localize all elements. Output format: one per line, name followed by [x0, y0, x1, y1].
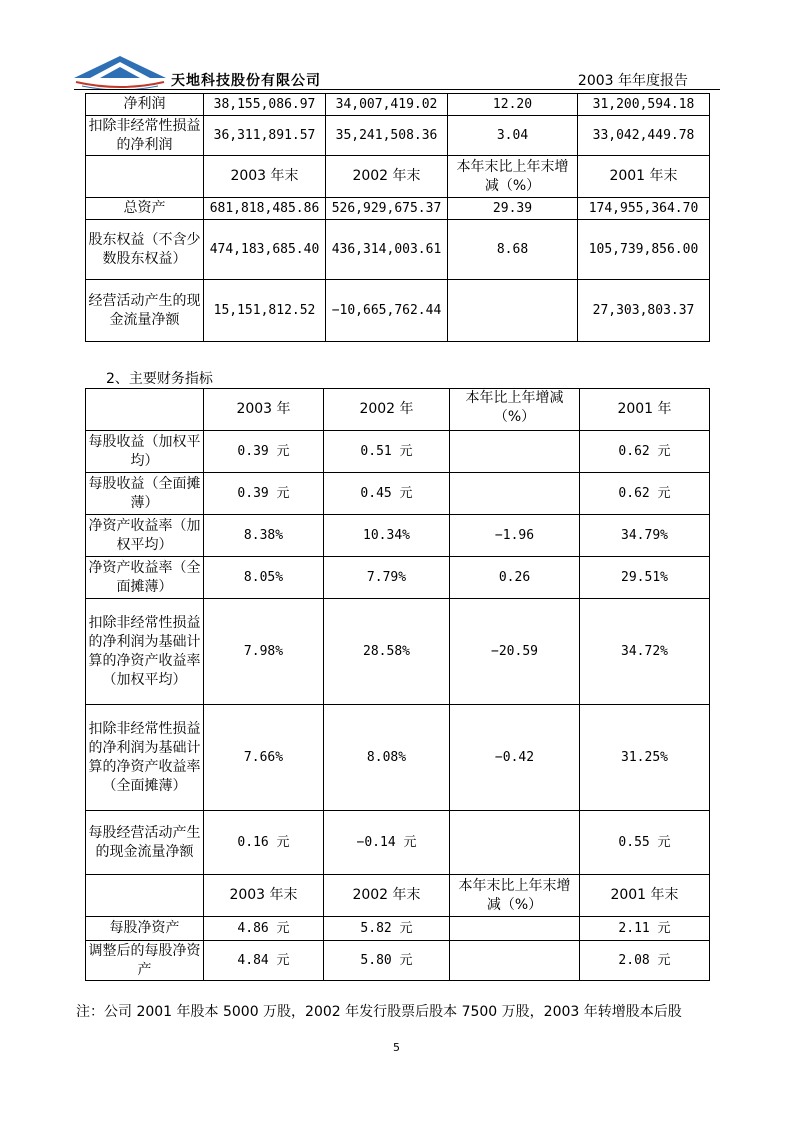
value-cell: 2003 年末 [204, 875, 324, 917]
row-label-cell [86, 389, 204, 431]
table-row [86, 599, 710, 705]
value-cell: 2003 年末 [204, 156, 326, 198]
row-label-cell [86, 156, 204, 198]
section-title: 2、主要财务指标 [106, 371, 213, 387]
value-cell: 7.66% [204, 705, 324, 811]
value-cell: 0.62 元 [580, 473, 710, 515]
value-cell: 681,818,485.86 [204, 198, 326, 220]
value-cell [450, 473, 580, 515]
value-cell: 5.80 元 [324, 941, 450, 981]
value-cell: 29.51% [580, 557, 710, 599]
value-cell: 34.72% [580, 599, 710, 705]
row-label-cell: 净资产收益率（全面摊薄） [86, 557, 204, 599]
value-cell: 2002 年末 [326, 156, 448, 198]
page-number: 5 [393, 1041, 400, 1054]
value-cell: 174,955,364.70 [578, 198, 710, 220]
table-row [86, 280, 710, 342]
value-cell: 0.45 元 [324, 473, 450, 515]
table-row [86, 94, 710, 116]
value-cell: 0.62 元 [580, 431, 710, 473]
value-cell: 29.39 [448, 198, 578, 220]
company-logo [74, 56, 166, 90]
value-cell: 3.04 [448, 116, 578, 156]
table-row [86, 941, 710, 981]
table-row [86, 156, 710, 198]
value-cell: 8.05% [204, 557, 324, 599]
table-row [86, 875, 710, 917]
value-cell: 本年末比上年末增减（%） [450, 875, 580, 917]
row-label-cell [86, 875, 204, 917]
table-row [86, 811, 710, 875]
value-cell: −0.14 元 [324, 811, 450, 875]
row-label-cell: 净利润 [86, 94, 204, 116]
value-cell: 7.98% [204, 599, 324, 705]
row-label-cell: 扣除非经常性损益的净利润 [86, 116, 204, 156]
table-row [86, 198, 710, 220]
value-cell: 5.82 元 [324, 917, 450, 941]
value-cell: 本年比上年增减（%） [450, 389, 580, 431]
value-cell: 0.39 元 [204, 431, 324, 473]
value-cell: −0.42 [450, 705, 580, 811]
table-row [86, 705, 710, 811]
row-label-cell: 每股净资产 [86, 917, 204, 941]
value-cell: −10,665,762.44 [326, 280, 448, 342]
value-cell: 2.11 元 [580, 917, 710, 941]
row-label-cell: 每股收益（全面摊薄） [86, 473, 204, 515]
value-cell: 31.25% [580, 705, 710, 811]
value-cell: 15,151,812.52 [204, 280, 326, 342]
value-cell [450, 431, 580, 473]
value-cell: 8.68 [448, 220, 578, 280]
row-label-cell: 每股经营活动产生的现金流量净额 [86, 811, 204, 875]
value-cell: 474,183,685.40 [204, 220, 326, 280]
value-cell: 2001 年末 [578, 156, 710, 198]
value-cell: 2001 年末 [580, 875, 710, 917]
value-cell: 0.39 元 [204, 473, 324, 515]
value-cell: 4.84 元 [204, 941, 324, 981]
value-cell: 31,200,594.18 [578, 94, 710, 116]
table-row [86, 389, 710, 431]
value-cell: 38,155,086.97 [204, 94, 326, 116]
value-cell: 105,739,856.00 [578, 220, 710, 280]
table-row [86, 220, 710, 280]
footnote: 注：公司 2001 年股本 5000 万股，2002 年发行股票后股本 7500 万股，2003 年转增股本后股 [76, 1004, 682, 1020]
value-cell: 36,311,891.57 [204, 116, 326, 156]
value-cell: 0.16 元 [204, 811, 324, 875]
value-cell [450, 917, 580, 941]
value-cell: 8.38% [204, 515, 324, 557]
value-cell [450, 941, 580, 981]
row-label-cell: 扣除非经常性损益的净利润为基础计算的净资产收益率（加权平均） [86, 599, 204, 705]
table-row [86, 431, 710, 473]
value-cell: 0.55 元 [580, 811, 710, 875]
value-cell: 35,241,508.36 [326, 116, 448, 156]
value-cell: 7.79% [324, 557, 450, 599]
value-cell: 33,042,449.78 [578, 116, 710, 156]
value-cell: 2.08 元 [580, 941, 710, 981]
page-header [74, 52, 720, 92]
value-cell: 2002 年末 [324, 875, 450, 917]
value-cell: 2001 年 [580, 389, 710, 431]
value-cell: 34.79% [580, 515, 710, 557]
table-row [86, 557, 710, 599]
value-cell: 34,007,419.02 [326, 94, 448, 116]
row-label-cell: 每股收益（加权平均） [86, 431, 204, 473]
row-label-cell: 总资产 [86, 198, 204, 220]
report-title: 2003 年年度报告 [577, 73, 688, 89]
value-cell: 2002 年 [324, 389, 450, 431]
company-name: 天地科技股份有限公司 [171, 73, 321, 89]
value-cell [450, 811, 580, 875]
table-row [86, 116, 710, 156]
row-label-cell: 调整后的每股净资产 [86, 941, 204, 981]
row-label-cell: 股东权益（不含少数股东权益） [86, 220, 204, 280]
value-cell: 8.08% [324, 705, 450, 811]
table-row [86, 515, 710, 557]
financial-indicators-table [85, 388, 710, 981]
value-cell: −20.59 [450, 599, 580, 705]
value-cell: 12.20 [448, 94, 578, 116]
value-cell: 2003 年 [204, 389, 324, 431]
value-cell: 0.26 [450, 557, 580, 599]
financial-data-table [85, 93, 710, 342]
value-cell: 436,314,003.61 [326, 220, 448, 280]
value-cell: 本年末比上年末增减（%） [448, 156, 578, 198]
row-label-cell: 净资产收益率（加权平均） [86, 515, 204, 557]
row-label-cell: 扣除非经常性损益的净利润为基础计算的净资产收益率（全面摊薄） [86, 705, 204, 811]
header-rule [74, 89, 720, 90]
value-cell: 0.51 元 [324, 431, 450, 473]
value-cell: −1.96 [450, 515, 580, 557]
value-cell: 27,303,803.37 [578, 280, 710, 342]
row-label-cell: 经营活动产生的现金流量净额 [86, 280, 204, 342]
value-cell: 526,929,675.37 [326, 198, 448, 220]
table-row [86, 473, 710, 515]
value-cell: 28.58% [324, 599, 450, 705]
value-cell: 4.86 元 [204, 917, 324, 941]
value-cell: 10.34% [324, 515, 450, 557]
table-row [86, 917, 710, 941]
value-cell [448, 280, 578, 342]
